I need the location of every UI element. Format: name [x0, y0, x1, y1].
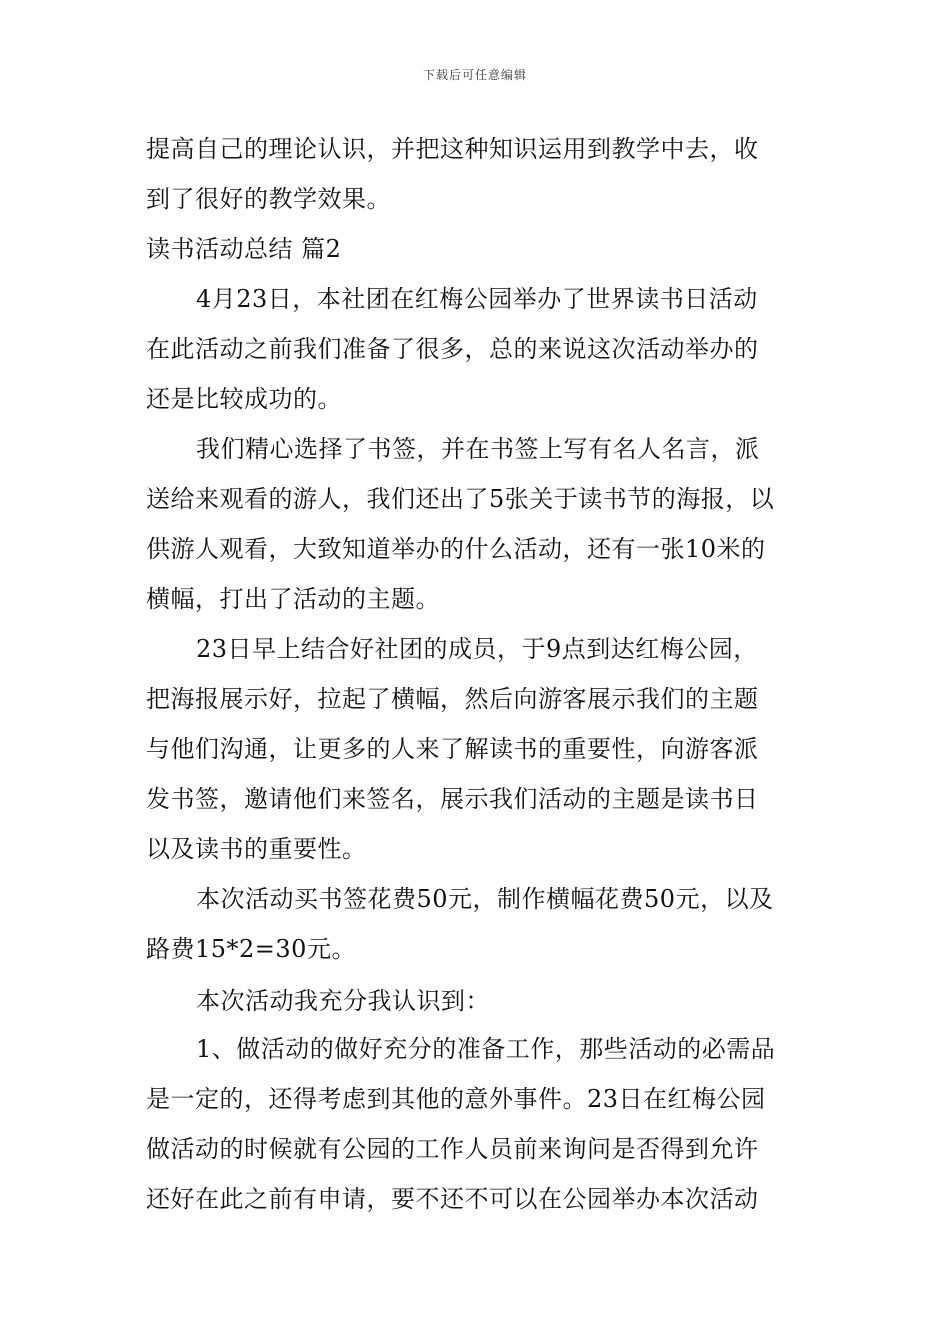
- body-line: 1、做活动的做好充分的准备工作，那些活动的必需品: [196, 1035, 776, 1063]
- body-line: 还好在此之前有申请，要不还不可以在公园举办本次活动: [146, 1185, 759, 1213]
- body-line: 以及读书的重要性。: [146, 835, 367, 863]
- body-line: 与他们沟通，让更多的人来了解读书的重要性，向游客派: [146, 735, 759, 763]
- body-line: 我们精心选择了书签，并在书签上写有名人名言，派: [196, 435, 760, 463]
- body-line: 做活动的时候就有公园的工作人员前来询问是否得到允许: [146, 1135, 759, 1163]
- body-line: 还是比较成功的。: [146, 385, 342, 413]
- body-line: 提高自己的理论认识，并把这种知识运用到教学中去，收: [146, 135, 759, 163]
- body-line: 本次活动买书签花费50元，制作横幅花费50元，以及: [196, 885, 774, 913]
- body-line: 横幅，打出了活动的主题。: [146, 585, 440, 613]
- body-line: 把海报展示好，拉起了横幅，然后向游客展示我们的主题: [146, 685, 759, 713]
- body-line: 送给来观看的游人，我们还出了5张关于读书节的海报，以: [146, 485, 775, 513]
- body-line: 供游人观看，大致知道举办的什么活动，还有一张10米的: [146, 535, 766, 563]
- body-line: 到了很好的教学效果。: [146, 185, 391, 213]
- body-line: 是一定的，还得考虑到其他的意外事件。23日在红梅公园: [146, 1085, 766, 1113]
- body-line: 在此活动之前我们准备了很多，总的来说这次活动举办的: [146, 335, 759, 363]
- body-line: 本次活动我充分我认识到：: [196, 987, 490, 1015]
- body-line: 发书签，邀请他们来签名，展示我们活动的主题是读书日: [146, 785, 759, 813]
- body-line: 4月23日，本社团在红梅公园举办了世界读书日活动: [196, 285, 758, 313]
- body-line: 路费15*2=30元。: [146, 935, 356, 963]
- section-heading: 读书活动总结 篇2: [146, 235, 342, 263]
- body-line: 23日早上结合好社团的成员，于9点到达红梅公园，: [196, 635, 758, 663]
- header-note: 下载后可任意编辑: [422, 68, 527, 82]
